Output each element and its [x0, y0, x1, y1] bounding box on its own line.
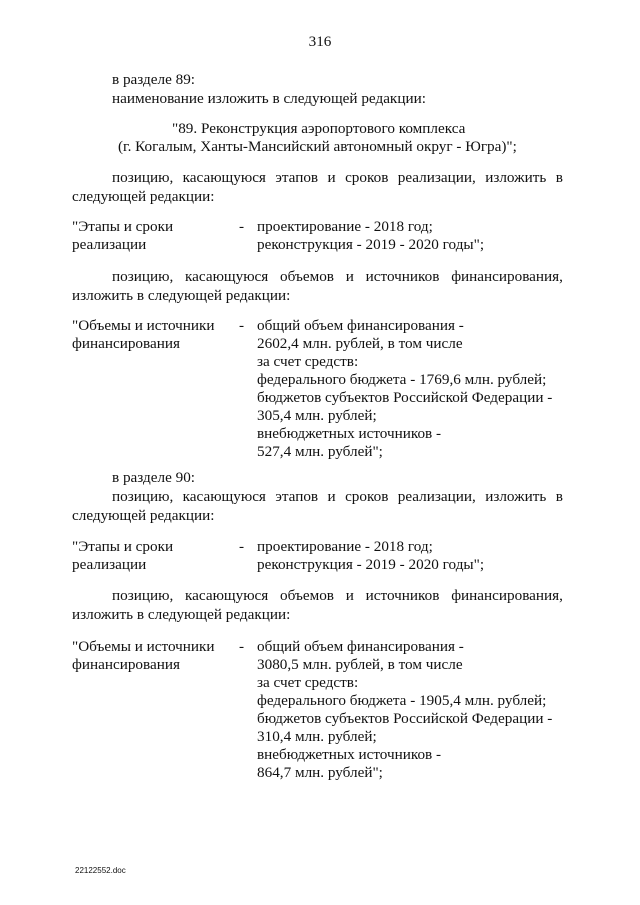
intro-word: реализации,: [397, 488, 476, 505]
intro-word: реализации,: [397, 169, 476, 186]
funding-value-line: 310,4 млн. рублей;: [257, 728, 377, 745]
stages-value-line2: реконструкция - 2019 - 2020 годы";: [257, 236, 485, 253]
section-89-stages-intro-line2: следующей редакции:: [72, 188, 215, 205]
funding-value-line: за счет средств:: [257, 674, 359, 691]
section-89-title-line2: (г. Когалым, Ханты-Мансийский автономный округ - Югра)";: [118, 138, 517, 155]
intro-word: финансирования,: [451, 587, 563, 604]
funding-value-line: 305,4 млн. рублей;: [257, 407, 377, 424]
stages-term-line1: "Этапы и сроки: [72, 538, 174, 555]
section-90-stages-intro: [112, 488, 563, 506]
funding-value-line: 527,4 млн. рублей";: [257, 443, 383, 460]
intro-word: позицию,: [112, 587, 174, 604]
stages-term-line2: реализации: [72, 236, 147, 253]
section-90-heading: в разделе 90:: [112, 469, 196, 486]
section-89-title-line1: "89. Реконструкция аэропортового комплекса: [172, 120, 466, 137]
intro-word: сроков: [345, 488, 389, 505]
intro-word: источников: [365, 268, 440, 285]
intro-word: касающуюся: [182, 488, 266, 505]
document-filename: 22122552.doc: [75, 866, 126, 875]
intro-word: и: [327, 488, 336, 505]
funding-value-line: бюджетов субъектов Российской Федерации -: [257, 389, 553, 406]
intro-word: объемов: [280, 268, 334, 285]
intro-word: и: [327, 169, 336, 186]
funding-value-line: общий объем финансирования -: [257, 638, 464, 655]
section-90-funding-intro-line2: изложить в следующей редакции:: [72, 606, 291, 623]
funding-value-line: 2602,4 млн. рублей, в том числе: [257, 335, 463, 352]
section-89-instruction: наименование изложить в следующей редакции:: [112, 90, 426, 107]
funding-value-line: федерального бюджета - 1769,6 млн. рублей;: [257, 371, 547, 388]
intro-word: касающуюся: [182, 169, 266, 186]
section-90-stages-intro-line2: следующей редакции:: [72, 507, 215, 524]
intro-word: в: [555, 169, 563, 186]
intro-word: позицию,: [112, 488, 174, 505]
funding-value-line: 864,7 млн. рублей";: [257, 764, 383, 781]
stages-term-line2: реализации: [72, 556, 147, 573]
intro-word: финансирования,: [451, 268, 563, 285]
funding-value-line: 3080,5 млн. рублей, в том числе: [257, 656, 463, 673]
stages-value-line1: проектирование - 2018 год;: [257, 538, 433, 555]
stages-dash: -: [239, 538, 245, 555]
intro-word: позицию,: [112, 268, 174, 285]
section-90-funding-row: [0, 638, 640, 784]
intro-word: объемов: [280, 587, 334, 604]
intro-word: и: [345, 587, 354, 604]
funding-dash: -: [239, 638, 245, 655]
funding-dash: -: [239, 317, 245, 334]
section-89-funding-intro-line2: изложить в следующей редакции:: [72, 287, 291, 304]
intro-word: в: [555, 488, 563, 505]
section-89-stages-intro: [112, 169, 563, 187]
section-89-funding-row: [0, 317, 640, 463]
intro-word: касающуюся: [185, 587, 269, 604]
intro-word: касающуюся: [185, 268, 269, 285]
section-89-funding-intro: [112, 268, 563, 286]
stages-value-line1: проектирование - 2018 год;: [257, 218, 433, 235]
funding-value-line: общий объем финансирования -: [257, 317, 464, 334]
funding-value-line: внебюджетных источников -: [257, 425, 442, 442]
intro-word: сроков: [345, 169, 389, 186]
funding-term-line2: финансирования: [72, 335, 180, 352]
stages-value-line2: реконструкция - 2019 - 2020 годы";: [257, 556, 485, 573]
section-90-stages-row: [0, 538, 640, 574]
intro-word: позицию,: [112, 169, 174, 186]
intro-word: источников: [365, 587, 440, 604]
funding-term-line1: "Объемы и источники: [72, 638, 215, 655]
section-90-funding-intro: [112, 587, 563, 605]
funding-value-line: за счет средств:: [257, 353, 359, 370]
funding-value-line: бюджетов субъектов Российской Федерации -: [257, 710, 553, 727]
section-89-stages-row: [0, 218, 640, 254]
intro-word: изложить: [485, 488, 547, 505]
intro-word: этапов: [275, 169, 319, 186]
funding-value-line: федерального бюджета - 1905,4 млн. рублей;: [257, 692, 547, 709]
funding-term-line2: финансирования: [72, 656, 180, 673]
section-89-heading: в разделе 89:: [112, 71, 196, 88]
stages-term-line1: "Этапы и сроки: [72, 218, 174, 235]
intro-word: этапов: [275, 488, 319, 505]
stages-dash: -: [239, 218, 245, 235]
funding-term-line1: "Объемы и источники: [72, 317, 215, 334]
page-number: 316: [308, 33, 332, 50]
intro-word: и: [345, 268, 354, 285]
funding-value-line: внебюджетных источников -: [257, 746, 442, 763]
intro-word: изложить: [485, 169, 547, 186]
